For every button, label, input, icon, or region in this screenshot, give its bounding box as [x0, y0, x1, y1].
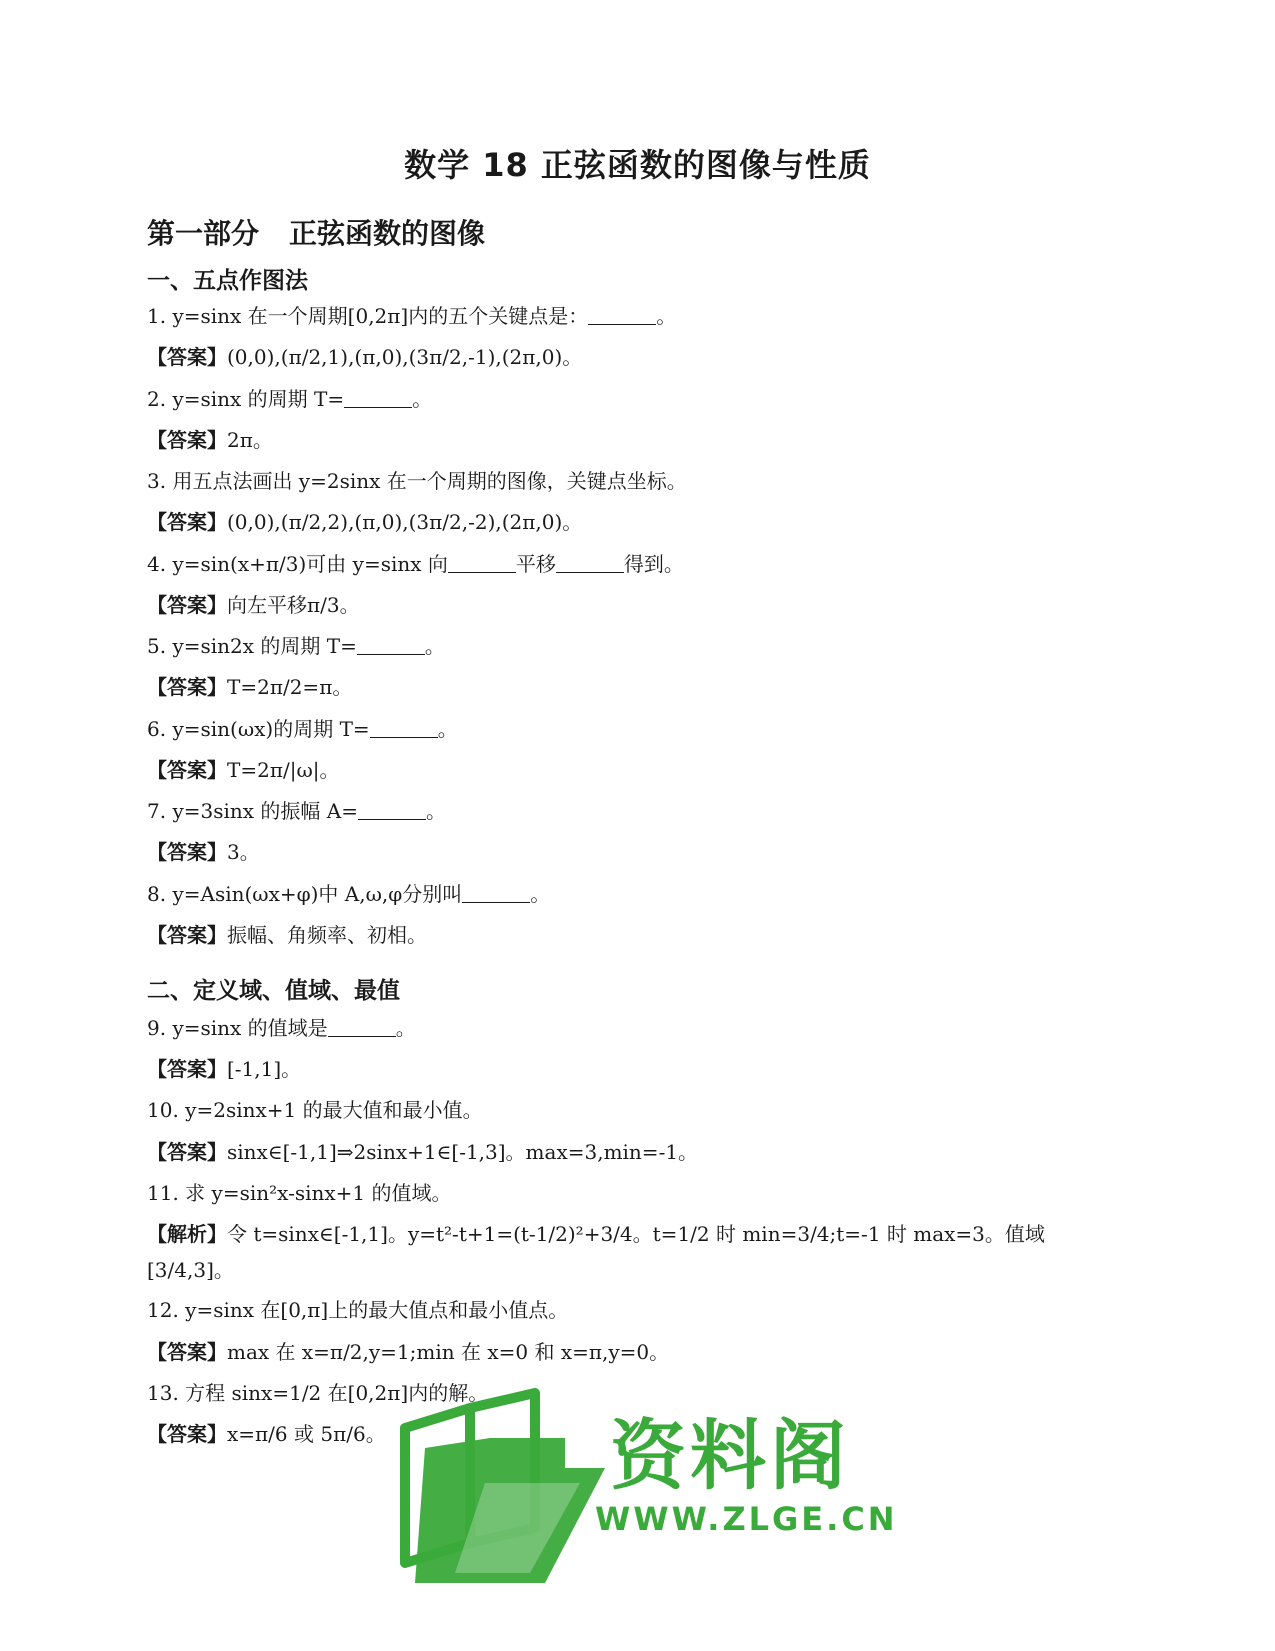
answer-6: 【答案】T=2π/|ω|。 [147, 758, 340, 782]
answer-blank [448, 554, 516, 573]
answer-blank [358, 801, 426, 820]
question-6: 6. y=sin(ωx)的周期 T= 。 [147, 717, 458, 741]
answer-9: 【答案】[-1,1]。 [147, 1057, 302, 1081]
question-12: 12. y=sinx 在[0,π]上的最大值点和最小值点。 [147, 1298, 569, 1322]
answer-3: 【答案】(0,0),(π/2,2),(π,0),(3π/2,-2),(2π,0)。 [147, 510, 583, 534]
answer-7: 【答案】3。 [147, 840, 260, 864]
answer-12: 【答案】max 在 x=π/2,y=1;min 在 x=0 和 x=π,y=0。 [147, 1340, 670, 1364]
question-2: 2. y=sinx 的周期 T= 。 [147, 387, 433, 411]
answer-blank [344, 389, 412, 408]
answer-blank [357, 636, 425, 655]
question-10: 10. y=2sinx+1 的最大值和最小值。 [147, 1098, 483, 1122]
answer-2: 【答案】2π。 [147, 428, 273, 452]
page-title: 数学 18 正弦函数的图像与性质 [404, 146, 871, 184]
question-3: 3. 用五点法画出 y=2sinx 在一个周期的图像，关键点坐标。 [147, 469, 687, 493]
watermark-name: 资料阁 [610, 1411, 850, 1500]
answer-blank [462, 884, 530, 903]
answer-1: 【答案】(0,0),(π/2,1),(π,0),(3π/2,-1),(2π,0)。 [147, 345, 583, 369]
question-1: 1. y=sinx 在一个周期[0,2π]内的五个关键点是： 。 [147, 304, 677, 328]
question-5: 5. y=sin2x 的周期 T= 。 [147, 634, 445, 658]
section-heading-2: 二、定义域、值域、最值 [147, 978, 400, 1004]
question-8: 8. y=Asin(ωx+φ)中 A,ω,φ分别叫 。 [147, 882, 551, 906]
answer-blank [556, 554, 624, 573]
question-4: 4. y=sin(x+π/3)可由 y=sinx 向 平移 得到。 [147, 552, 684, 576]
answer-4: 【答案】向左平移π/3。 [147, 593, 360, 617]
answer-blank [328, 1018, 396, 1037]
answer-11: 【解析】令 t=sinx∈[-1,1]。y=t²-t+1=(t-1/2)²+3/4。t=1/2 时 min=3/4;t=-1 时 max=3。值域[3/4,3]。 [147, 1222, 1045, 1282]
answer-13: 【答案】x=π/6 或 5π/6。 [147, 1422, 386, 1446]
part-heading [147, 212, 485, 252]
answer-8: 【答案】振幅、角频率、初相。 [147, 923, 427, 947]
answer-5: 【答案】T=2π/2=π。 [147, 675, 353, 699]
question-11: 11. 求 y=sin²x-sinx+1 的值域。 [147, 1181, 452, 1205]
answer-blank [588, 306, 656, 325]
watermark-url: WWW.ZLGE.CN [595, 1500, 898, 1538]
question-13: 13. 方程 sinx=1/2 在[0,2π]内的解。 [147, 1381, 489, 1405]
answer-blank [370, 719, 438, 738]
answer-10: 【答案】sinx∈[-1,1]⇒2sinx+1∈[-1,3]。max=3,min=-1。 [147, 1140, 699, 1164]
question-7: 7. y=3sinx 的振幅 A= 。 [147, 799, 446, 823]
question-9: 9. y=sinx 的值域是 。 [147, 1016, 416, 1040]
section-heading-1: 一、五点作图法 [147, 268, 308, 294]
part-label: 第一部分 [147, 217, 260, 250]
part-name: 正弦函数的图像 [289, 217, 486, 250]
